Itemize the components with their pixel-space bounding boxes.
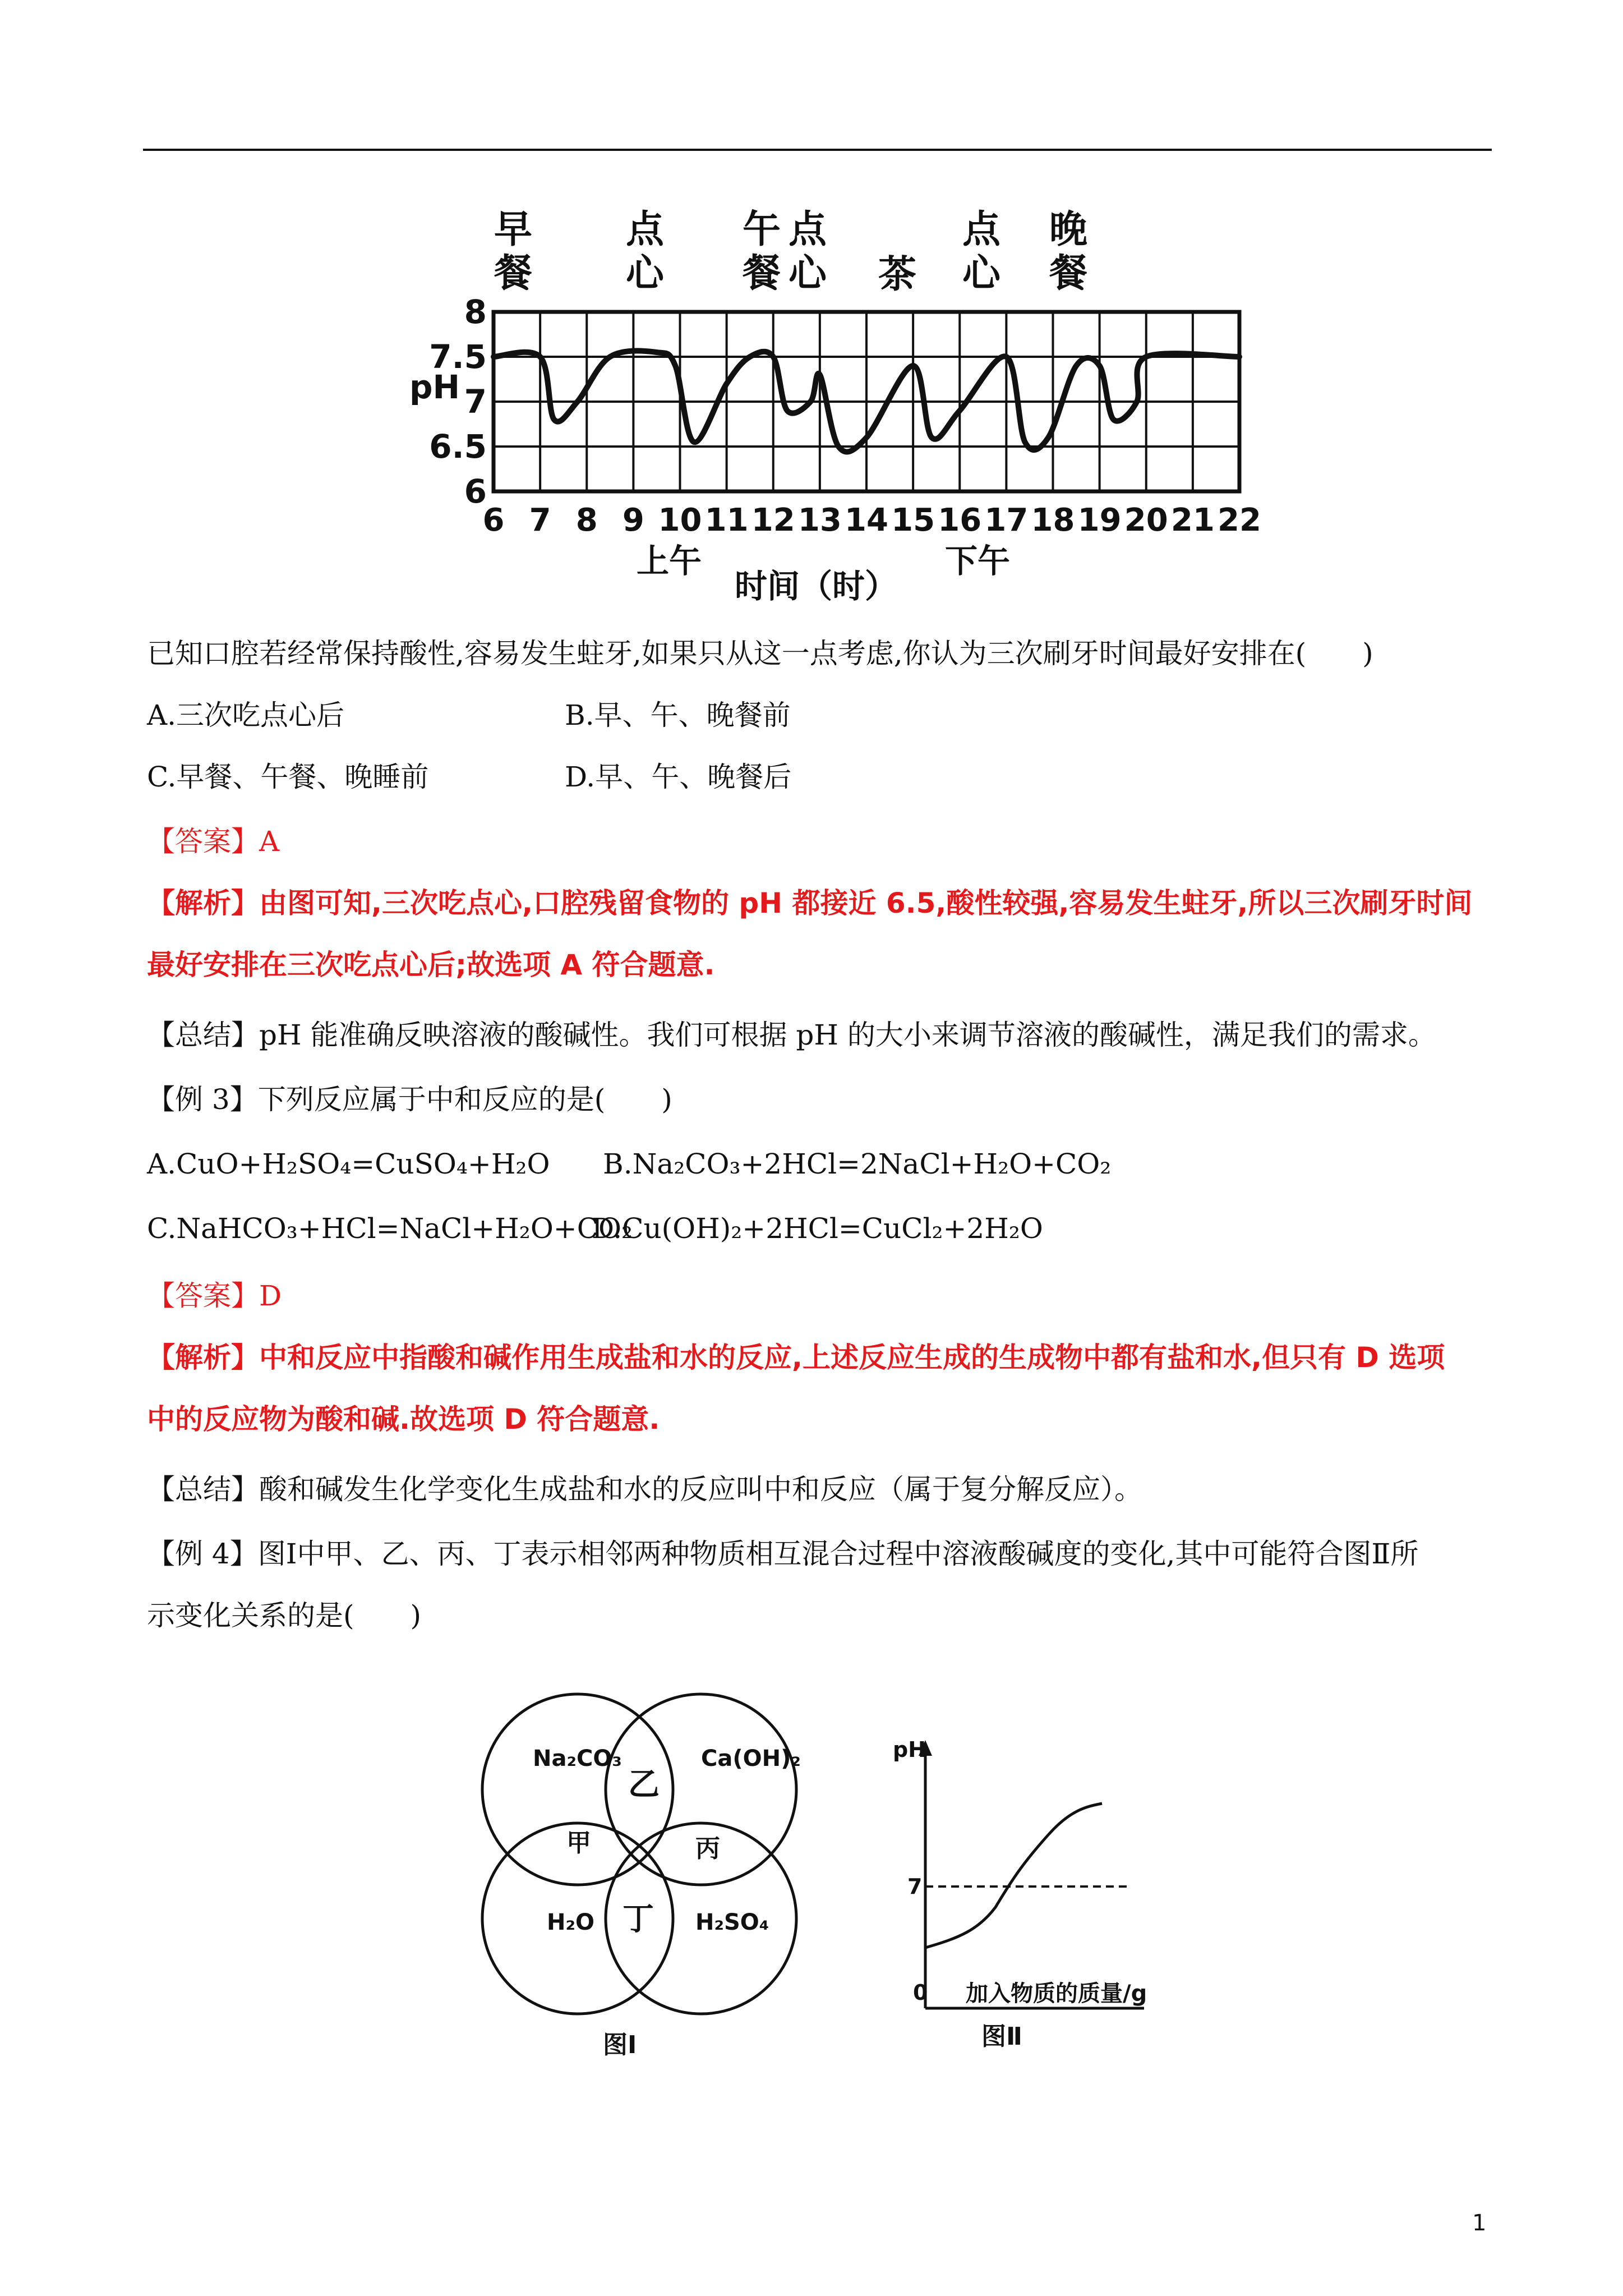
example-question: 图Ⅰ中甲、乙、丙、丁表示相邻两种物质相互混合过程中溶液酸碱度的变化,其中可能符合图Ⅱ所 bbox=[257, 1538, 1419, 1570]
meal-label: 餐 bbox=[1049, 251, 1088, 296]
label-h2so4: H₂SO₄ bbox=[695, 1910, 769, 1935]
ph-curve bbox=[925, 1803, 1102, 1948]
x-tick-label: 16 bbox=[938, 502, 982, 539]
figure-1-caption: 图Ⅰ bbox=[603, 2031, 637, 2059]
summary-text: 酸和碱发生化学变化生成盐和水的反应叫中和反应（属于复分解反应）。 bbox=[259, 1473, 1142, 1506]
x-tick-label: 11 bbox=[704, 502, 749, 539]
example-question: 下列反应属于中和反应的是( ) bbox=[257, 1083, 672, 1116]
ex3-option-b: B.Na₂CO₃+2HCl=2NaCl+H₂O+CO₂ bbox=[603, 1148, 1112, 1180]
analysis-1 bbox=[147, 884, 1504, 923]
header-rule bbox=[143, 149, 1492, 151]
x-axis-label: 加入物质的质量/g bbox=[966, 1981, 1147, 2007]
example-4 bbox=[147, 1534, 1504, 1573]
x-tick-label: 10 bbox=[658, 502, 702, 539]
question-intro: 已知口腔若经常保持酸性,容易发生蛀牙,如果只从这一点考虑,你认为三次刷牙时间最好安排在( ) bbox=[147, 637, 1373, 670]
meal-label: 心 bbox=[625, 251, 665, 296]
answer-label: 【答案】 bbox=[147, 1280, 259, 1312]
x-tick-label: 19 bbox=[1077, 502, 1122, 539]
meal-label: 点 bbox=[625, 208, 665, 252]
meal-label: 心 bbox=[788, 251, 827, 296]
y-axis-label: pH bbox=[409, 368, 460, 406]
x-tick-label: 21 bbox=[1170, 502, 1215, 539]
x-tick-label: 13 bbox=[797, 502, 842, 539]
meal-label: 点 bbox=[962, 208, 1001, 252]
example-label: 【例 3】 bbox=[147, 1083, 258, 1116]
answer-value: A bbox=[259, 825, 280, 858]
meal-label: 餐 bbox=[742, 251, 781, 296]
x-tick-label: 18 bbox=[1031, 502, 1075, 539]
x-tick-label: 15 bbox=[891, 502, 935, 539]
x-tick-label: 14 bbox=[845, 502, 888, 539]
meal-label: 心 bbox=[962, 251, 1001, 296]
x-tick-label: 7 bbox=[529, 502, 551, 539]
option-d: D.早、午、晚餐后 bbox=[565, 761, 792, 793]
figure-1-circles bbox=[465, 1683, 858, 2076]
am-label: 上午 bbox=[637, 542, 702, 580]
label-caoh2: Ca(OH)₂ bbox=[701, 1746, 801, 1772]
answer-value: D bbox=[259, 1280, 282, 1312]
meal-label: 早 bbox=[494, 208, 533, 252]
y-tick-label: 7 bbox=[464, 383, 487, 421]
meal-labels bbox=[494, 208, 1087, 297]
option-b: B.早、午、晚餐前 bbox=[565, 699, 791, 731]
example-3 bbox=[147, 1080, 1504, 1119]
ph-time-chart bbox=[359, 208, 1279, 617]
summary-label: 【总结】 bbox=[147, 1473, 259, 1506]
summary-1 bbox=[147, 1015, 1504, 1055]
x-tick-labels bbox=[483, 502, 1261, 539]
label-bing: 丙 bbox=[695, 1834, 720, 1863]
figure-2-ph-curve bbox=[880, 1728, 1183, 2076]
x-tick-label: 17 bbox=[984, 502, 1029, 539]
answer-label: 【答案】 bbox=[147, 825, 259, 858]
label-h2o: H₂O bbox=[547, 1910, 594, 1935]
analysis-label: 【解析】 bbox=[147, 887, 259, 919]
x-tick-label: 6 bbox=[482, 502, 505, 539]
analysis-text: 中和反应中指酸和碱作用生成盐和水的反应,上述反应生成的生成物中都有盐和水,但只有 D 选项 bbox=[259, 1341, 1445, 1374]
answer-2 bbox=[147, 1276, 1504, 1315]
summary-label: 【总结】 bbox=[147, 1019, 259, 1051]
x-tick-label: 22 bbox=[1218, 502, 1261, 539]
x-tick-label: 9 bbox=[622, 502, 644, 539]
seven-label: 7 bbox=[907, 1874, 923, 1899]
ex3-option-a: A.CuO+H₂SO₄=CuSO₄+H₂O bbox=[147, 1148, 550, 1180]
y-tick-label: 6.5 bbox=[429, 427, 487, 466]
ex3-option-d: D.Cu(OH)₂+2HCl=CuCl₂+2H₂O bbox=[592, 1212, 1043, 1245]
x-axis-label: 时间（时） bbox=[735, 567, 898, 605]
page-number: 1 bbox=[1472, 2210, 1487, 2236]
y-tick-label: 7.5 bbox=[429, 338, 487, 376]
option-a: A.三次吃点心后 bbox=[147, 699, 345, 731]
label-ding: 丁 bbox=[623, 1901, 654, 1938]
label-jia: 甲 bbox=[566, 1829, 591, 1857]
meal-label: 点 bbox=[788, 208, 827, 252]
x-tick-label: 12 bbox=[751, 502, 795, 539]
analysis-2 bbox=[147, 1338, 1504, 1377]
ex3-option-c: C.NaHCO₃+HCl=NaCl+H₂O+CO₂ bbox=[147, 1212, 633, 1245]
y-tick-label: 8 bbox=[464, 293, 487, 331]
meal-label: 晚 bbox=[1049, 208, 1088, 252]
analysis-label: 【解析】 bbox=[147, 1341, 259, 1374]
analysis-2-cont: 中的反应物为酸和碱.故选项 D 符合题意. bbox=[147, 1403, 660, 1435]
meal-label: 茶 bbox=[878, 252, 917, 297]
y-tick-label: 6 bbox=[464, 472, 487, 510]
origin-label: 0 bbox=[913, 1980, 928, 2005]
example-4-cont: 示变化关系的是( ) bbox=[147, 1599, 422, 1632]
summary-text: pH 能准确反映溶液的酸碱性。我们可根据 pH 的大小来调节溶液的酸碱性，满足我们的需求。 bbox=[259, 1019, 1436, 1051]
label-yi: 乙 bbox=[628, 1766, 660, 1803]
figure-2-caption: 图Ⅱ bbox=[981, 2022, 1022, 2051]
x-tick-label: 8 bbox=[575, 502, 598, 539]
answer-1 bbox=[147, 822, 1504, 861]
y-axis-label: pH bbox=[893, 1737, 926, 1762]
summary-2 bbox=[147, 1470, 1504, 1509]
example-label: 【例 4】 bbox=[147, 1538, 258, 1570]
meal-label: 餐 bbox=[494, 251, 533, 296]
pm-label: 下午 bbox=[945, 542, 1011, 580]
analysis-text: 由图可知,三次吃点心,口腔残留食物的 pH 都接近 6.5,酸性较强,容易发生蛀牙,所以三次刷牙时间 bbox=[259, 887, 1473, 919]
option-c: C.早餐、午餐、晚睡前 bbox=[147, 761, 429, 793]
x-tick-label: 20 bbox=[1124, 502, 1168, 539]
analysis-1-cont: 最好安排在三次吃点心后;故选项 A 符合题意. bbox=[147, 949, 715, 981]
chart-grid bbox=[494, 312, 1239, 491]
meal-label: 午 bbox=[742, 208, 781, 252]
label-na2co3: Na₂CO₃ bbox=[533, 1746, 622, 1772]
